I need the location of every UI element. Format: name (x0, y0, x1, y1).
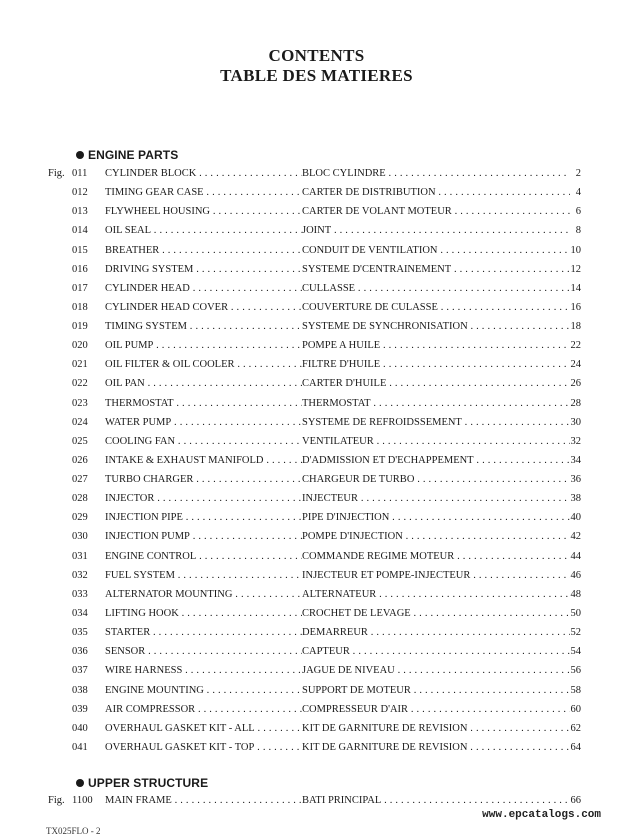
french-title: CARTER D'HUILE . . . (302, 377, 570, 391)
fig-number: 037 (72, 665, 88, 677)
english-title: STARTER . . . (105, 626, 302, 640)
toc-row (0, 167, 633, 181)
toc-row (0, 607, 633, 621)
page-number: 56 (570, 665, 581, 677)
page-number: 26 (570, 378, 581, 390)
french-title: INJECTEUR ET POMPE-INJECTEUR . . . (302, 569, 570, 583)
french-title: JOINT . . . (302, 224, 570, 238)
toc-row (0, 741, 633, 755)
french-title: POMPE D'INJECTION . . . (302, 530, 570, 544)
english-title: THERMOSTAT . . . (105, 397, 302, 411)
fig-number: 1100 (72, 795, 93, 806)
toc-row (0, 722, 633, 736)
page-number: 50 (570, 607, 581, 619)
fig-number: 038 (72, 684, 88, 696)
english-title: INJECTION PUMP . . . (105, 530, 302, 544)
toc-row (0, 397, 633, 411)
toc-row (0, 435, 633, 449)
page-number: 58 (570, 684, 581, 696)
page-number: 32 (570, 435, 581, 447)
english-title: WATER PUMP . . . (105, 416, 302, 430)
english-title: ENGINE CONTROL . . . (105, 550, 302, 564)
page-number: 24 (570, 359, 581, 371)
fig-number: 016 (72, 263, 88, 275)
fig-number: 026 (72, 454, 88, 466)
english-title: INTAKE & EXHAUST MANIFOLD . . . (105, 454, 302, 468)
footer-code: TX025FLO - 2 (46, 826, 101, 836)
french-title: SYSTEME D'CENTRAINEMENT . . . (302, 263, 570, 277)
page-number: 44 (570, 550, 581, 562)
toc-row (0, 626, 633, 640)
page-number: 4 (575, 187, 581, 199)
toc-row (0, 530, 633, 544)
toc-row (0, 320, 633, 334)
toc-row (0, 339, 633, 353)
toc-row (0, 186, 633, 200)
english-title: CYLINDER HEAD COVER . . . (105, 301, 302, 315)
french-title: COUVERTURE DE CULASSE . . . (302, 301, 570, 315)
fig-number: 035 (72, 627, 88, 639)
french-title: COMMANDE REGIME MOTEUR . . . (302, 550, 570, 564)
page-number: 30 (570, 416, 581, 428)
page-number: 36 (570, 474, 581, 486)
english-title: WIRE HARNESS . . . (105, 664, 302, 678)
english-title: AIR COMPRESSOR . . . (105, 703, 302, 717)
french-title: CARTER DE VOLANT MOTEUR . . . (302, 205, 570, 219)
fig-number: 034 (72, 607, 88, 619)
toc-row (0, 588, 633, 602)
page-number: 42 (570, 531, 581, 543)
fig-number: 024 (72, 416, 88, 428)
french-title: SYSTEME DE SYNCHRONISATION . . . (302, 320, 570, 334)
bullet-icon (76, 151, 84, 159)
fig-number: 027 (72, 474, 88, 486)
page-number: 40 (570, 512, 581, 524)
english-title: ENGINE MOUNTING . . . (105, 684, 302, 698)
fig-number: 011 (72, 168, 88, 179)
toc-row (0, 454, 633, 468)
fig-label: Fig. (48, 168, 65, 179)
english-title: CYLINDER HEAD . . . (105, 282, 302, 296)
english-title: LIFTING HOOK . . . (105, 607, 302, 621)
toc-row (0, 377, 633, 391)
english-title: OIL PUMP . . . (105, 339, 302, 353)
english-title: OVERHAUL GASKET KIT - ALL . . . (105, 722, 302, 736)
english-title: SENSOR . . . (105, 645, 302, 659)
english-title: OIL SEAL . . . (105, 224, 302, 238)
toc-row (0, 416, 633, 430)
toc-row (0, 282, 633, 296)
section-heading-upper-structure: UPPER STRUCTURE (76, 776, 208, 790)
page-number: 34 (570, 454, 581, 466)
english-title: TURBO CHARGER . . . (105, 473, 302, 487)
french-title: CHARGEUR DE TURBO . . . (302, 473, 570, 487)
french-title: SYSTEME DE REFROIDSSEMENT . . . (302, 416, 570, 430)
page-number: 2 (575, 168, 581, 179)
fig-number: 014 (72, 225, 88, 237)
french-title: BLOC CYLINDRE . . . (302, 167, 570, 181)
toc-row (0, 511, 633, 525)
fig-number: 021 (72, 359, 88, 371)
fig-number: 041 (72, 741, 88, 753)
french-title: D'ADMISSION ET D'ECHAPPEMENT . . . (302, 454, 570, 468)
toc-row (0, 664, 633, 678)
fig-number: 036 (72, 646, 88, 658)
french-title: POMPE A HUILE . . . (302, 339, 570, 353)
toc-row (0, 358, 633, 372)
toc-row (0, 473, 633, 487)
fig-label: Fig. (48, 795, 65, 806)
toc-row (0, 703, 633, 717)
toc-row (0, 244, 633, 258)
fig-number: 033 (72, 588, 88, 600)
page-number: 48 (570, 588, 581, 600)
page-number: 18 (570, 321, 581, 333)
fig-number: 020 (72, 340, 88, 352)
fig-number: 031 (72, 550, 88, 562)
english-title: DRIVING SYSTEM . . . (105, 263, 302, 277)
page-number: 28 (570, 397, 581, 409)
french-title: KIT DE GARNITURE DE REVISION . . . (302, 741, 570, 755)
french-title: INJECTEUR . . . (302, 492, 570, 506)
english-title: INJECTOR . . . (105, 492, 302, 506)
english-title: INJECTION PIPE . . . (105, 511, 302, 525)
page-number: 46 (570, 569, 581, 581)
english-title: TIMING SYSTEM . . . (105, 320, 302, 334)
toc-row (0, 550, 633, 564)
french-title: CAPTEUR . . . (302, 645, 570, 659)
english-title: MAIN FRAME . . . (105, 794, 302, 808)
fig-number: 025 (72, 435, 88, 447)
page-title: CONTENTS (268, 46, 365, 65)
page-number: 52 (570, 627, 581, 639)
toc-row (0, 301, 633, 315)
page-number: 6 (575, 206, 581, 218)
english-title: OIL FILTER & OIL COOLER . . . (105, 358, 302, 372)
toc-row (0, 263, 633, 277)
section-heading-engine-parts: ENGINE PARTS (76, 148, 178, 162)
english-title: FLYWHEEL HOUSING . . . (105, 205, 302, 219)
page-number: 12 (570, 263, 581, 275)
toc-row (0, 224, 633, 238)
fig-number: 040 (72, 722, 88, 734)
page-number: 14 (570, 282, 581, 294)
fig-number: 019 (72, 321, 88, 333)
toc-row (0, 794, 633, 808)
fig-number: 039 (72, 703, 88, 715)
english-title: ALTERNATOR MOUNTING . . . (105, 588, 302, 602)
french-title: CULLASSE . . . (302, 282, 570, 296)
fig-number: 018 (72, 301, 88, 313)
toc-row (0, 569, 633, 583)
page-number: 38 (570, 493, 581, 505)
toc-row (0, 205, 633, 219)
french-title: THERMOSTAT . . . (302, 397, 570, 411)
fig-number: 029 (72, 512, 88, 524)
watermark: www.epcatalogs.com (482, 809, 601, 821)
english-title: COOLING FAN . . . (105, 435, 302, 449)
english-title: TIMING GEAR CASE . . . (105, 186, 302, 200)
french-title: BATI PRINCIPAL . . . (302, 794, 570, 808)
page-subtitle: TABLE DES MATIERES (220, 66, 413, 85)
page-number: 60 (570, 703, 581, 715)
fig-number: 017 (72, 282, 88, 294)
english-title: OIL PAN . . . (105, 377, 302, 391)
page-number: 8 (575, 225, 581, 237)
french-title: CARTER DE DISTRIBUTION . . . (302, 186, 570, 200)
bullet-icon (76, 779, 84, 787)
page-number: 22 (570, 340, 581, 352)
toc-row (0, 492, 633, 506)
fig-number: 028 (72, 493, 88, 505)
french-title: CONDUIT DE VENTILATION . . . (302, 244, 570, 258)
french-title: COMPRESSEUR D'AIR . . . (302, 703, 570, 717)
page-number: 54 (570, 646, 581, 658)
fig-number: 022 (72, 378, 88, 390)
fig-number: 012 (72, 187, 88, 199)
page-number: 16 (570, 301, 581, 313)
toc-row (0, 645, 633, 659)
fig-number: 032 (72, 569, 88, 581)
english-title: BREATHER . . . (105, 244, 302, 258)
page-number: 66 (570, 795, 581, 806)
english-title: CYLINDER BLOCK . . . (105, 167, 302, 181)
french-title: JAGUE DE NIVEAU . . . (302, 664, 570, 678)
french-title: FILTRE D'HUILE . . . (302, 358, 570, 372)
fig-number: 015 (72, 244, 88, 256)
page-number: 64 (570, 741, 581, 753)
toc-row (0, 684, 633, 698)
french-title: PIPE D'INJECTION . . . (302, 511, 570, 525)
french-title: CROCHET DE LEVAGE . . . (302, 607, 570, 621)
french-title: DEMARREUR . . . (302, 626, 570, 640)
french-title: SUPPORT DE MOTEUR . . . (302, 684, 570, 698)
fig-number: 013 (72, 206, 88, 218)
fig-number: 030 (72, 531, 88, 543)
french-title: ALTERNATEUR . . . (302, 588, 570, 602)
page-number: 10 (570, 244, 581, 256)
page-number: 62 (570, 722, 581, 734)
french-title: KIT DE GARNITURE DE REVISION . . . (302, 722, 570, 736)
french-title: VENTILATEUR . . . (302, 435, 570, 449)
fig-number: 023 (72, 397, 88, 409)
english-title: FUEL SYSTEM . . . (105, 569, 302, 583)
english-title: OVERHAUL GASKET KIT - TOP . . . (105, 741, 302, 755)
